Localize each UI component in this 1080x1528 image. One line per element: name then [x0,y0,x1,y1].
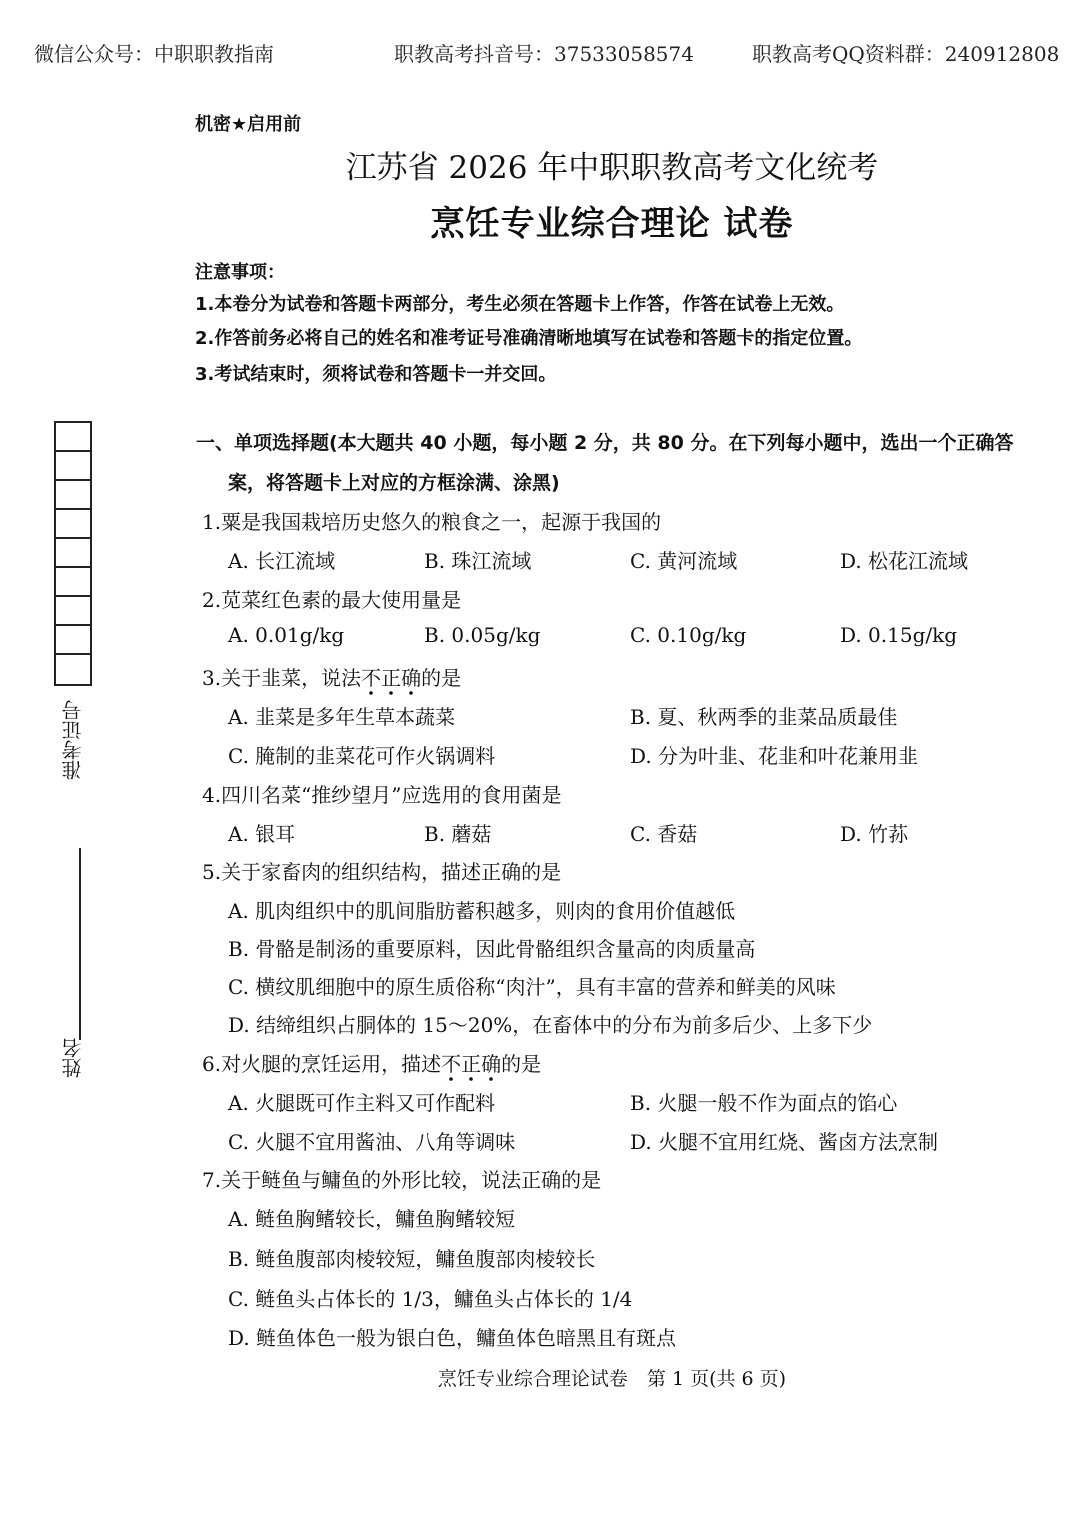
exam-id-box [56,539,90,568]
option-b: B. 夏、秋两季的韭菜品质最佳 [630,705,898,729]
stem-text: 的是 [421,666,462,690]
stem-text: 3.关于韭菜，说法 [202,666,362,690]
question-stem: 5.关于家畜肉的组织结构，描述正确的是 [202,860,562,884]
option-d: D. 火腿不宜用红烧、酱卤方法烹制 [630,1130,939,1154]
note-item: 1.本卷分为试卷和答题卡两部分，考生必须在答题卡上作答，作答在试卷上无效。 [195,294,845,315]
header-wechat: 微信公众号：中职职教指南 [34,42,274,66]
header-douyin: 职教高考抖音号：37533058574 [394,42,694,66]
notes-heading: 注意事项： [195,262,285,283]
option-d: D. 0.15g/kg [840,623,958,647]
stem-text: 6.对火腿的烹饪运用，描述 [202,1052,442,1076]
exam-id-box [56,423,90,452]
exam-id-box [56,597,90,626]
option-c: C. 黄河流域 [630,549,738,573]
emphasis-dots [441,1076,501,1082]
option-a: A. 银耳 [228,822,296,846]
option-b: B. 珠江流域 [424,549,532,573]
option-b: B. 蘑菇 [424,822,492,846]
option-c: C. 横纹肌细胞中的原生质俗称“肉汁”，具有丰富的营养和鲜美的风味 [228,975,836,999]
exam-id-box [56,655,90,684]
option-a: A. 长江流域 [228,549,336,573]
option-b: B. 火腿一般不作为面点的馅心 [630,1091,898,1115]
emphasis-word: 不正确 [441,1052,502,1076]
option-c: C. 香菇 [630,822,698,846]
note-item: 2.作答前务必将自己的姓名和准考证号准确清晰地填写在试卷和答题卡的指定位置。 [195,328,863,349]
exam-id-label: 准考证号 [61,700,85,780]
option-c: C. 0.10g/kg [630,623,747,647]
option-b: B. 骨骼是制汤的重要原料，因此骨骼组织含量高的肉质量高 [228,937,756,961]
question-stem [202,662,461,691]
confidential-label: 机密★启用前 [195,114,302,135]
emphasis-text [441,1052,501,1076]
exam-subtitle: 烹饪专业综合理论 试卷 [430,204,794,244]
exam-id-box [56,510,90,539]
emphasis-dots [361,690,421,696]
emphasis-text [361,666,421,690]
exam-id-box [56,626,90,655]
option-d: D. 分为叶韭、花韭和叶花兼用韭 [630,744,919,768]
question-stem [202,1048,541,1077]
name-line [79,848,81,1040]
question-stem: 2.苋菜红色素的最大使用量是 [202,588,462,612]
option-d: D. 竹荪 [840,822,909,846]
option-a: A. 0.01g/kg [228,623,345,647]
option-a: A. 鲢鱼胸鳍较长，鳙鱼胸鳍较短 [228,1207,516,1231]
emphasis-word: 不正确 [361,666,422,690]
header-qq: 职教高考QQ资料群：240912808 [752,42,1060,66]
exam-id-box [56,481,90,510]
option-b: B. 鲢鱼腹部肉棱较短，鳙鱼腹部肉棱较长 [228,1247,596,1271]
note-item: 3.考试结束时，须将试卷和答题卡一并交回。 [195,364,557,385]
option-a: A. 火腿既可作主料又可作配料 [228,1091,496,1115]
question-stem: 4.四川名菜“推纱望月”应选用的食用菌是 [202,783,562,807]
option-a: A. 肌肉组织中的肌间脂肪蓄积越多，则肉的食用价值越低 [228,899,736,923]
stem-text: 的是 [501,1052,542,1076]
option-d: D. 结缔组织占胴体的 15～20%，在畜体中的分布为前多后少、上多下少 [228,1013,873,1037]
section-heading: 一、单项选择题(本大题共 40 小题，每小题 2 分，共 80 分。在下列每小题中，选出一个正确答 [196,432,1014,454]
question-stem: 7.关于鲢鱼与鳙鱼的外形比较，说法正确的是 [202,1168,602,1192]
option-d: D. 松花江流域 [840,549,969,573]
option-b: B. 0.05g/kg [424,623,541,647]
section-heading-cont: 案，将答题卡上对应的方框涂满、涂黑) [228,472,560,494]
exam-title: 江苏省 2026 年中职职教高考文化统考 [345,150,879,186]
option-a: A. 韭菜是多年生草本蔬菜 [228,705,456,729]
option-d: D. 鲢鱼体色一般为银白色，鳙鱼体色暗黑且有斑点 [228,1326,677,1350]
option-c: C. 火腿不宜用酱油、八角等调味 [228,1130,516,1154]
exam-id-box [56,452,90,481]
question-stem: 1.粟是我国栽培历史悠久的粮食之一，起源于我国的 [202,510,662,534]
option-c: C. 鲢鱼头占体长的 1/3，鳙鱼头占体长的 1/4 [228,1287,633,1311]
exam-id-box [56,568,90,597]
page-footer: 烹饪专业综合理论试卷 第 1 页(共 6 页) [437,1368,787,1390]
name-label: 姓名 [61,1038,85,1078]
exam-id-box-grid [54,421,92,686]
option-c: C. 腌制的韭菜花可作火锅调料 [228,744,496,768]
